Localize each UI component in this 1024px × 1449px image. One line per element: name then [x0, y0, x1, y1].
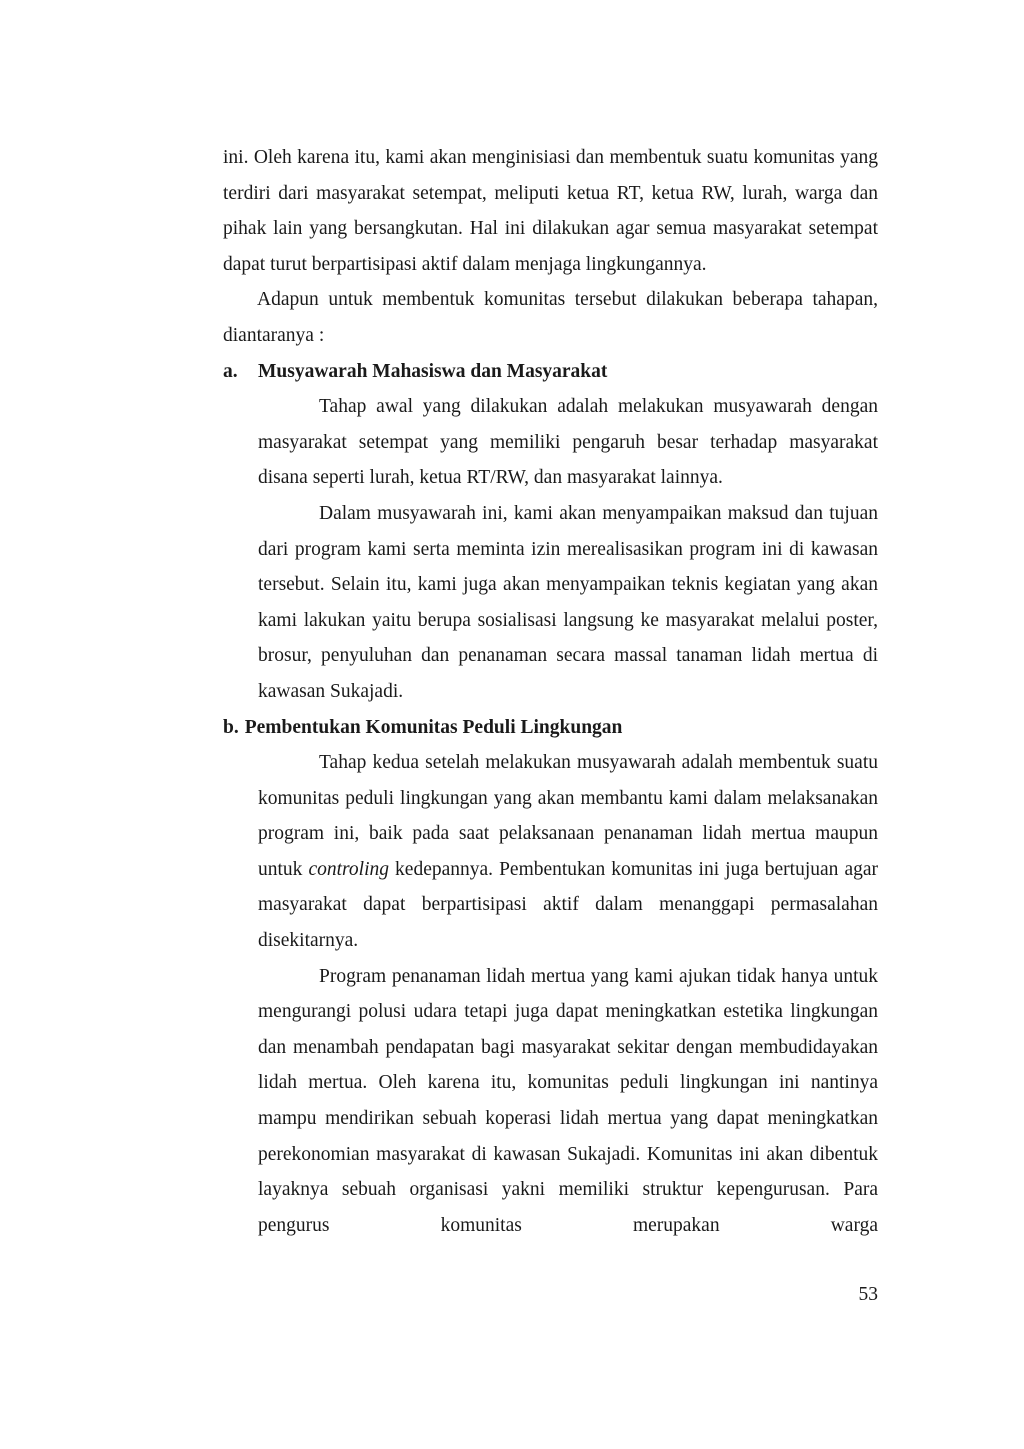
section-a-paragraph-2: Dalam musyawarah ini, kami akan menyampaikan maksud dan tujuan dari program kami serta meminta izin merealisasikan program ini di kawasan tersebut. Selain itu, kami juga akan menyampaikan teknis kegiatan yang akan kami lakukan yaitu berupa sosialisasi langsung ke masyarakat melalui poster, brosur, penyuluhan dan penanaman secara massal tanaman lidah mertua di kawasan Sukajadi. [258, 502, 878, 702]
section-b-paragraph-2: Program penanaman lidah mertua yang kami ajukan tidak hanya untuk mengurangi polusi udara tetapi juga dapat meningkatkan estetika lingkungan dan menambah pendapatan bagi masyarakat sekitar dengan membudidayakan lidah mertua. Oleh karena itu, komunitas peduli lingkungan ini nantinya mampu mendirikan sebuah koperasi lidah mertua yang dapat meningkatkan perekonomian masyarakat di kawasan Sukajadi. Komunitas ini akan dibentuk layaknya sebuah organisasi yakni memiliki struktur kepengurusan. Para pengurus komunitas merupakan warga [258, 965, 878, 1236]
intro-paragraph: ini. Oleh karena itu, kami akan menginisiasi dan membentuk suatu komunitas yang terdiri dari masyarakat setempat, meliputi ketua RT, ketua RW, lurah, warga dan pihak lain yang bersangkutan. Hal ini dilakukan agar semua masyarakat setempat dapat turut berpartisipasi aktif dalam menjaga lingkungannya. [223, 147, 878, 275]
section-b-body [258, 745, 878, 1243]
section-b-heading [223, 710, 878, 746]
section-a-body [258, 389, 878, 709]
stages-intro-paragraph: Adapun untuk membentuk komunitas tersebut dilakukan beberapa tahapan, diantaranya : [223, 289, 878, 346]
document-page [223, 140, 878, 1243]
section-b-marker: b. [223, 716, 239, 738]
section-a [223, 354, 878, 710]
section-a-paragraph-1: Tahap awal yang dilakukan adalah melakukan musyawarah dengan masyarakat setempat yang memiliki pengaruh besar terhadap masyarakat disana seperti lurah, ketua RT/RW, dan masyarakat lainnya. [258, 396, 878, 489]
section-a-marker: a. [223, 360, 238, 382]
section-a-title: Musyawarah Mahasiswa dan Masyarakat [258, 360, 608, 382]
section-b [223, 710, 878, 1244]
section-b-p1-text-start: Tahap kedua setelah melakukan musyawarah adalah membentuk suatu komunitas peduli lingkungan yang akan membantu kami dalam melaksanakan program ini, baik pada saat pelaksanaan penanaman lidah mertua maupun untuk [258, 752, 878, 880]
section-b-paragraph-1 [258, 745, 878, 959]
section-a-heading [223, 354, 878, 390]
section-b-p1-italic-term: controling [308, 858, 389, 880]
page-number: 53 [858, 1284, 878, 1305]
section-b-title: Pembentukan Komunitas Peduli Lingkungan [244, 716, 623, 738]
section-b-p1-text-end: kedepannya. Pembentukan komunitas ini juga bertujuan agar masyarakat dapat berpartisipasi aktif dalam menanggapi permasalahan disekitarnya. [258, 858, 878, 952]
